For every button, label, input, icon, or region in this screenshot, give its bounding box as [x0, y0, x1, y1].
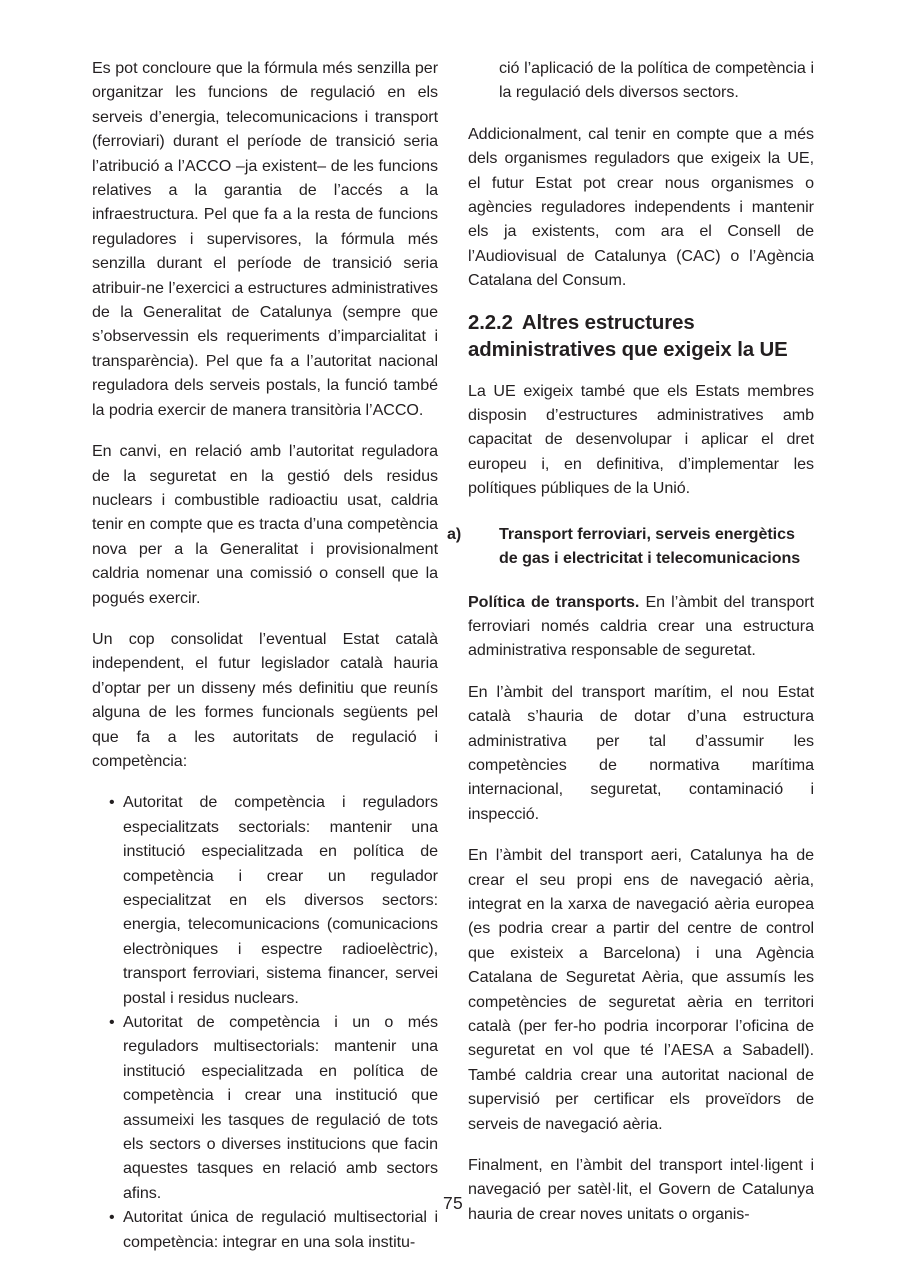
bullet-dot-icon: • — [109, 793, 115, 812]
paragraph-intelligent-transport: Finalment, en l’àmbit del transport intel·ligent i navegació per satèl·lit, el Govern de Catalunya hauria de crear noves unitats o organis- — [468, 1156, 814, 1223]
paragraph-consolidated-state-intro: Un cop consolidat l’eventual Estat català independent, el futur legislador català hauria d’optar per un disseny més definitiu que reunís alguna de les formes funcionals següents pel que fa a les autoritats de regulació i competència: — [92, 629, 438, 770]
left-column — [92, 56, 438, 1251]
paragraph-maritime-transport: En l’àmbit del transport marítim, el nou Estat català s’hauria de dotar d’una estructura administrativa per tal d’assumir les competències de normativa marítima internacional, seguretat, contaminació i inspecció. — [468, 682, 814, 823]
regulatory-models-bullet-list — [92, 790, 438, 1254]
paragraph-nuclear-waste-authority: En canvi, en relació amb l’autoritat reguladora de la seguretat en la gestió dels residus nuclears i combustible radioactiu usat, caldria tenir en compte que es tracta d’una competència nova per a la Generalitat i provisionalment caldria nomenar una comissió o consell que la pogués exercir. — [92, 442, 438, 607]
subsection-title: Transport ferroviari, serveis energètics de gas i electricitat i telecomunicacions — [499, 524, 801, 568]
subsection-letter: a) — [447, 524, 462, 543]
paragraph-additional-regulators: Addicionalment, cal tenir en compte que a més dels organismes reguladors que exigeix la UE, el futur Estat pot crear nous organismes o agències reguladores independents i mantenir els ja existents, com ara el Consell de l’Audiovisual de Catalunya (CAC) o l’Agència Catalana del Consum. — [468, 124, 814, 290]
paragraph-air-transport: En l’àmbit del transport aeri, Catalunya ha de crear el seu propi ens de navegació aèria, integrat en la xarxa de navegació aèria europea (es podria crear a partir del centre de control que existeix a Barcelona) i una Agència Catalana de Seguretat Aèria, que assumís les competències de seguretat aèria en territori català (per fer-ho podria incorporar l’oficina de seguretat en vol que té l’AESA a Sabadell). També caldria crear una autoritat nacional de supervisió per certificar els proveïdors de serveis de navegació aèria. — [468, 846, 814, 1133]
section-heading-2-2-2 — [468, 310, 814, 365]
subsection-heading-a — [447, 522, 814, 571]
list-item — [92, 1010, 438, 1205]
transport-policy-lead-in: Política de transports. — [468, 592, 640, 611]
paragraph-conclusion-formula: Es pot concloure que la fórmula més senzilla per organitzar les funcions de regulació en els serveis d’energia, telecomunicacions i transport (ferroviari) durant el període de transició seria l’atribució a l’ACCO –ja existent– de les funcions relatives a la garantia de l’accés a la infraestructura. Pel que fa a la resta de funcions reguladores i supervisores, la fórmula més senzilla durant el període de transició seria atribuir-ne l’exercici a estructures administratives de la Generalitat de Catalunya (sempre que s’observessin els requeriments d’imparcialitat i transparència). Pel que fa a l’autoritat nacional reguladora dels serveis postals, la funció també la podria exercir de manera transitòria l’ACCO. — [92, 59, 438, 419]
bullet-dot-icon: • — [109, 1208, 115, 1227]
page-number: 75 — [442, 1193, 464, 1213]
section-title: Altres estructures administratives que exigeix la UE — [468, 311, 788, 362]
list-item — [92, 790, 438, 1010]
paragraph-transport-policy — [468, 590, 814, 663]
list-item-label: Autoritat de competència i reguladors especialitzats sectorials: mantenir una institució especialitzada en política de competència i crear un regulador especialitzat en els diversos sectors: energia, telecomunicacions (comunicacions electròniques i espectre radioelèctric), transport ferroviari, sistema financer, servei postal i residus nuclears. — [123, 793, 438, 1007]
transport-policy-text: En l’àmbit del transport ferroviari només caldria crear una estructura administrativa responsable de seguretat. — [468, 592, 814, 660]
section-number: 2.2.2 — [468, 311, 513, 334]
list-item-label: Autoritat de competència i un o més reguladors multisectorials: mantenir una institució especialitzada en política de competència i crear una institució que assumeixi les tasques de regulació de tots els sectors o diverses institucions que facin aquestes tasques en relació amb sectors afins. — [123, 1013, 438, 1202]
paragraph-eu-requirements-intro: La UE exigeix també que els Estats membres disposin d’estructures administratives amb capacitat de desenvolupar i aplicar el dret europeu i, en definitiva, d’implementar les polítiques públiques de la Unió. — [468, 381, 814, 498]
paragraph-bullet-continuation: ció l’aplicació de la política de competència i la regulació dels diversos sectors. — [499, 59, 814, 102]
list-item-label: Autoritat única de regulació multisectorial i competència: integrar en una sola institu- — [123, 1208, 438, 1251]
bullet-dot-icon: • — [109, 1013, 115, 1032]
